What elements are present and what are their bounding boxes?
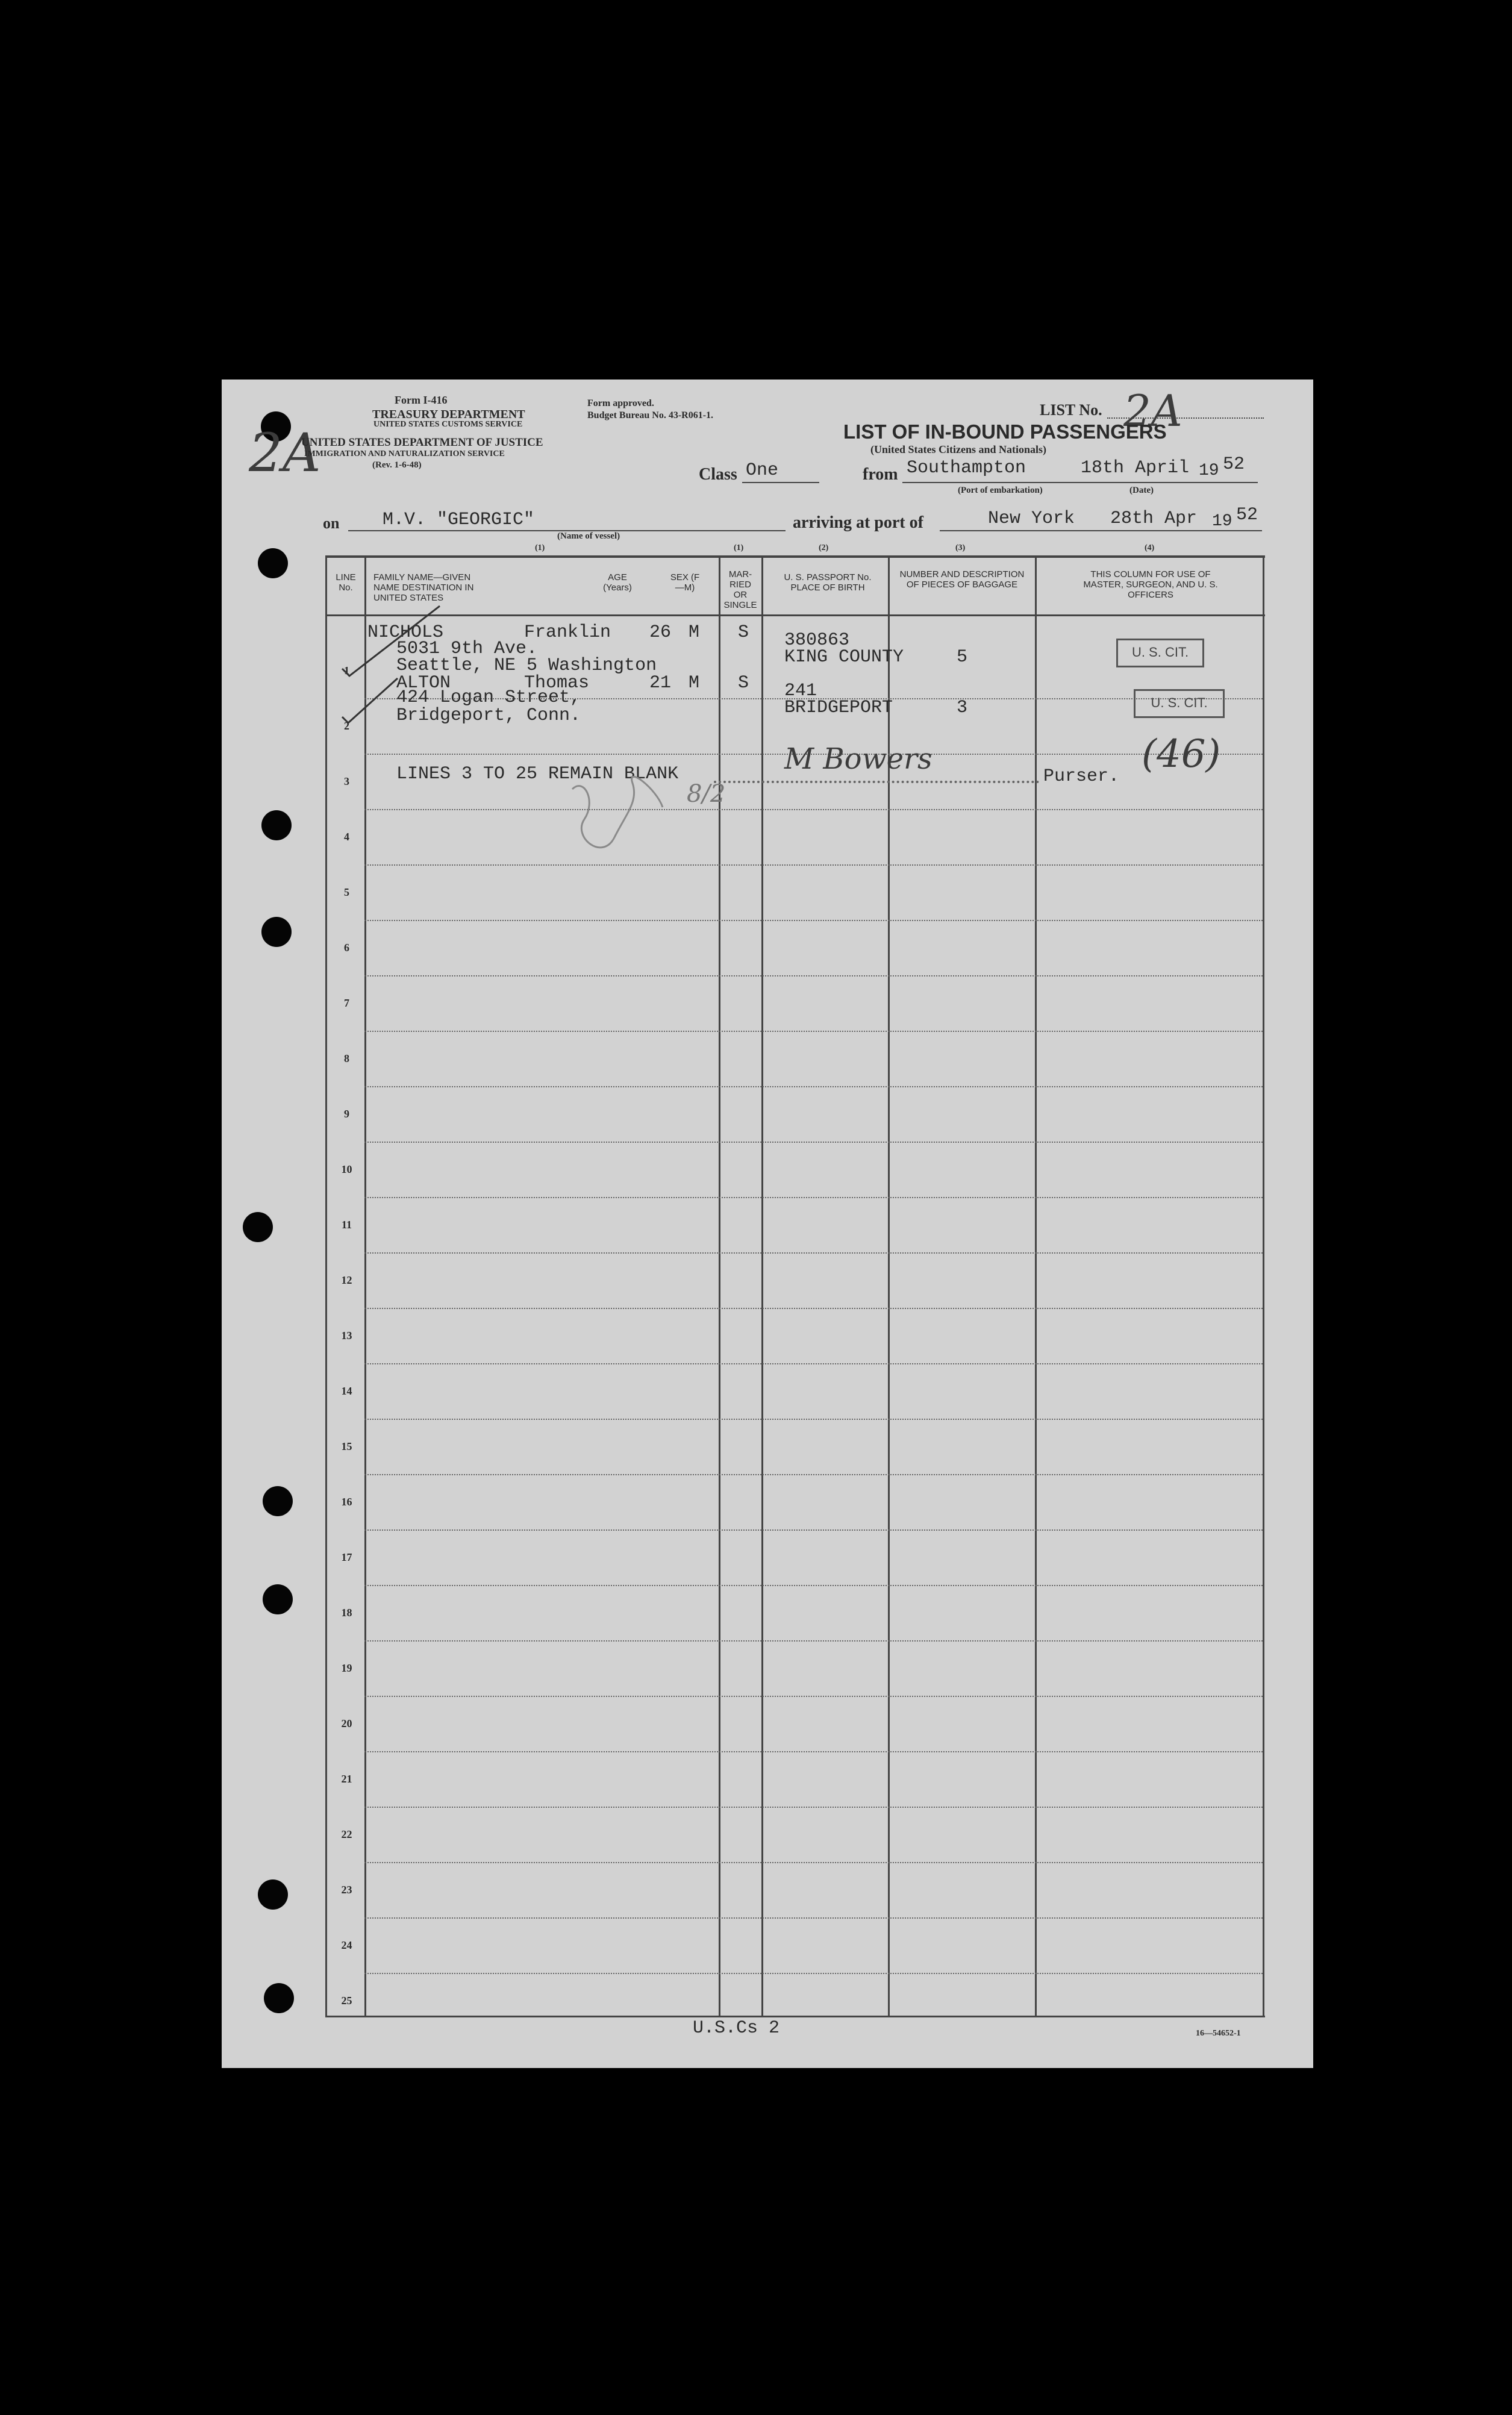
binder-hole bbox=[263, 1486, 293, 1516]
row-rule bbox=[364, 1751, 1263, 1752]
column-number: (2) bbox=[819, 543, 829, 552]
line-number: 1 bbox=[344, 664, 349, 676]
column-number: (1) bbox=[535, 543, 545, 552]
header-married: MAR-RIED OR SINGLE bbox=[723, 569, 757, 610]
arrival-port: New York bbox=[988, 508, 1075, 529]
passenger-address-line1: 5031 9th Ave. bbox=[396, 639, 538, 659]
row-rule bbox=[364, 1973, 1263, 1974]
row-rule bbox=[364, 1917, 1263, 1919]
arrival-date: 28th Apr bbox=[1110, 508, 1198, 529]
row-rule bbox=[364, 1419, 1263, 1420]
line-number: 13 bbox=[341, 1329, 352, 1342]
line-number: 4 bbox=[344, 831, 349, 843]
row-rule bbox=[364, 1696, 1263, 1697]
embarkation-date: 18th April bbox=[1081, 458, 1190, 478]
budget-bureau: Budget Bureau No. 43-R061-1. bbox=[587, 410, 714, 420]
purser-signature: M Bowers bbox=[784, 742, 933, 776]
row-rule bbox=[364, 1807, 1263, 1808]
line-number: 5 bbox=[344, 886, 349, 898]
pencil-scribble-icon bbox=[560, 765, 681, 873]
row-rule bbox=[364, 1031, 1263, 1032]
passenger-baggage-count: 5 bbox=[957, 647, 968, 667]
ins-service: IMMIGRATION AND NATURALIZATION SERVICE bbox=[304, 449, 505, 458]
passenger-birthplace: KING COUNTY bbox=[784, 647, 904, 667]
binder-hole bbox=[261, 810, 292, 840]
passenger-sex: M bbox=[689, 673, 700, 693]
line-number: 14 bbox=[341, 1385, 352, 1397]
header-age: AGE (Years) bbox=[603, 572, 632, 593]
line-number: 9 bbox=[344, 1108, 349, 1120]
line-number: 25 bbox=[341, 1995, 352, 2007]
row-rule bbox=[364, 1142, 1263, 1143]
passenger-status: S bbox=[738, 622, 749, 643]
customs-service: UNITED STATES CUSTOMS SERVICE bbox=[373, 420, 523, 429]
line-number: 20 bbox=[341, 1717, 352, 1729]
on-label: on bbox=[323, 514, 340, 532]
column-number: (4) bbox=[1145, 543, 1155, 552]
embarkation-port: Southampton bbox=[907, 458, 1026, 478]
line-number: 10 bbox=[341, 1163, 352, 1175]
passenger-age: 21 bbox=[649, 673, 672, 693]
header-officers: THIS COLUMN FOR USE OF MASTER, SURGEON, AND U. S. OFFICERS bbox=[1083, 569, 1218, 600]
name-col-rule bbox=[719, 555, 720, 2016]
status-col-rule bbox=[761, 555, 763, 2016]
binder-hole bbox=[264, 1983, 294, 2013]
from-underline bbox=[902, 482, 1258, 483]
vessel-caption: (Name of vessel) bbox=[557, 531, 620, 541]
line-number: 2 bbox=[344, 720, 349, 732]
form-revision: (Rev. 1-6-48) bbox=[372, 460, 422, 470]
class-label: Class bbox=[699, 465, 737, 484]
list-no-label: LIST No. bbox=[1040, 401, 1102, 419]
passenger-address-line2: Seattle, NE 5 Washington bbox=[396, 655, 657, 676]
embarkation-caption: (Port of embarkation) bbox=[958, 486, 1043, 495]
line-number: 17 bbox=[341, 1551, 352, 1563]
class-underline bbox=[742, 482, 819, 483]
purser-title: Purser. bbox=[1043, 766, 1120, 787]
line-number: 23 bbox=[341, 1884, 352, 1896]
pencil-annotation: 8/2 bbox=[687, 780, 726, 808]
document-title: LIST OF IN-BOUND PASSENGERS bbox=[843, 420, 1167, 443]
table-left-rule bbox=[325, 555, 327, 2016]
form-number: Form I-416 bbox=[395, 394, 448, 406]
line-number: 11 bbox=[341, 1219, 352, 1231]
arrival-year-prefix: 19 bbox=[1212, 512, 1232, 531]
form-approved: Form approved. bbox=[587, 398, 654, 408]
margin-list-mark: 2A bbox=[249, 422, 321, 484]
binder-hole bbox=[258, 1879, 288, 1910]
from-label: from bbox=[863, 465, 898, 484]
line-number: 16 bbox=[341, 1496, 352, 1508]
passenger-count-note: (46) bbox=[1142, 732, 1221, 776]
line-number: 22 bbox=[341, 1828, 352, 1840]
blank-lines-leader bbox=[714, 781, 1039, 783]
passenger-passport-no: 241 bbox=[784, 681, 817, 701]
passenger-given-name: Franklin bbox=[524, 622, 611, 643]
passenger-given-name: Thomas bbox=[524, 673, 590, 693]
footer-form-code: U.S.Cs 2 bbox=[693, 2018, 780, 2039]
row-rule bbox=[364, 864, 1263, 866]
line-number: 8 bbox=[344, 1052, 349, 1064]
row-rule bbox=[364, 1308, 1263, 1309]
row-rule bbox=[364, 1640, 1263, 1642]
passenger-passport-no: 380863 bbox=[784, 630, 850, 651]
row-rule bbox=[364, 1363, 1263, 1364]
vessel-name: M.V. "GEORGIC" bbox=[383, 510, 535, 530]
binder-hole bbox=[261, 917, 292, 947]
row-rule bbox=[364, 1862, 1263, 1863]
passenger-address-line1: 424 Logan Street, bbox=[396, 687, 581, 708]
passenger-age: 26 bbox=[649, 622, 672, 643]
passenger-family-name: ALTON bbox=[396, 673, 451, 693]
treasury-dept: TREASURY DEPARTMENT bbox=[372, 408, 525, 421]
date-caption: (Date) bbox=[1129, 486, 1154, 495]
line-number: 3 bbox=[344, 775, 349, 787]
row-rule bbox=[364, 1474, 1263, 1475]
column-number: (1) bbox=[734, 543, 744, 552]
passenger-family-name: NICHOLS bbox=[367, 622, 444, 643]
justice-dept: UNITED STATES DEPARTMENT OF JUSTICE bbox=[301, 436, 543, 449]
check-mark-icon bbox=[337, 602, 446, 681]
header-baggage: NUMBER AND DESCRIPTION OF PIECES OF BAGGAGE bbox=[899, 569, 1025, 590]
passenger-sex: M bbox=[689, 622, 700, 643]
table-top-rule bbox=[325, 555, 1265, 558]
column-number: (3) bbox=[955, 543, 966, 552]
line-number: 15 bbox=[341, 1440, 352, 1452]
row-rule bbox=[364, 1585, 1263, 1586]
header-name: FAMILY NAME—GIVEN NAME DESTINATION IN UNITED STATES bbox=[373, 572, 474, 603]
binder-hole bbox=[243, 1212, 273, 1242]
row-rule bbox=[364, 1197, 1263, 1198]
row-rule bbox=[364, 1529, 1263, 1531]
passenger-birthplace: BRIDGEPORT bbox=[784, 698, 893, 718]
line-number: 7 bbox=[344, 997, 349, 1009]
header-sex: SEX (F—M) bbox=[670, 572, 700, 593]
table-bottom-rule bbox=[325, 2016, 1265, 2017]
line-number: 12 bbox=[341, 1274, 352, 1286]
arrival-year: 52 bbox=[1236, 505, 1258, 525]
class-value: One bbox=[746, 460, 779, 481]
header-passport: U. S. PASSPORT No. PLACE OF BIRTH bbox=[784, 572, 872, 593]
row-rule bbox=[364, 1086, 1263, 1087]
passenger-baggage-count: 3 bbox=[957, 698, 968, 718]
row-rule bbox=[364, 975, 1263, 976]
line-col-rule bbox=[364, 555, 366, 2016]
arriving-label: arriving at port of bbox=[793, 513, 923, 532]
line-number: 18 bbox=[341, 1607, 352, 1619]
row-rule bbox=[364, 1252, 1263, 1254]
baggage-col-rule bbox=[1035, 555, 1037, 2016]
row-rule bbox=[364, 920, 1263, 921]
arrival-underline bbox=[940, 530, 1262, 531]
line-number: 24 bbox=[341, 1939, 352, 1951]
embarkation-year: 52 bbox=[1223, 454, 1245, 475]
line-number: 19 bbox=[341, 1662, 352, 1674]
passenger-address-line2: Bridgeport, Conn. bbox=[396, 705, 581, 726]
blank-lines-note: LINES 3 TO 25 REMAIN BLANK bbox=[396, 764, 679, 784]
header-bottom-rule bbox=[325, 614, 1265, 616]
table-right-rule bbox=[1263, 555, 1264, 2016]
check-mark-icon bbox=[337, 675, 404, 729]
binder-hole bbox=[258, 548, 288, 578]
line-number: 21 bbox=[341, 1773, 352, 1785]
row-rule bbox=[364, 809, 1263, 810]
passenger-status: S bbox=[738, 673, 749, 693]
citizen-stamp: U. S. CIT. bbox=[1134, 689, 1225, 718]
binder-hole bbox=[263, 1584, 293, 1614]
embarkation-year-prefix: 19 bbox=[1199, 461, 1219, 480]
header-line-no: LINE No. bbox=[336, 572, 356, 593]
citizen-stamp: U. S. CIT. bbox=[1116, 639, 1204, 667]
document-subtitle: (United States Citizens and Nationals) bbox=[870, 443, 1047, 455]
footer-print-code: 16—54652-1 bbox=[1196, 2029, 1241, 2038]
list-no-value: 2A bbox=[1123, 386, 1182, 436]
line-number: 6 bbox=[344, 942, 349, 954]
